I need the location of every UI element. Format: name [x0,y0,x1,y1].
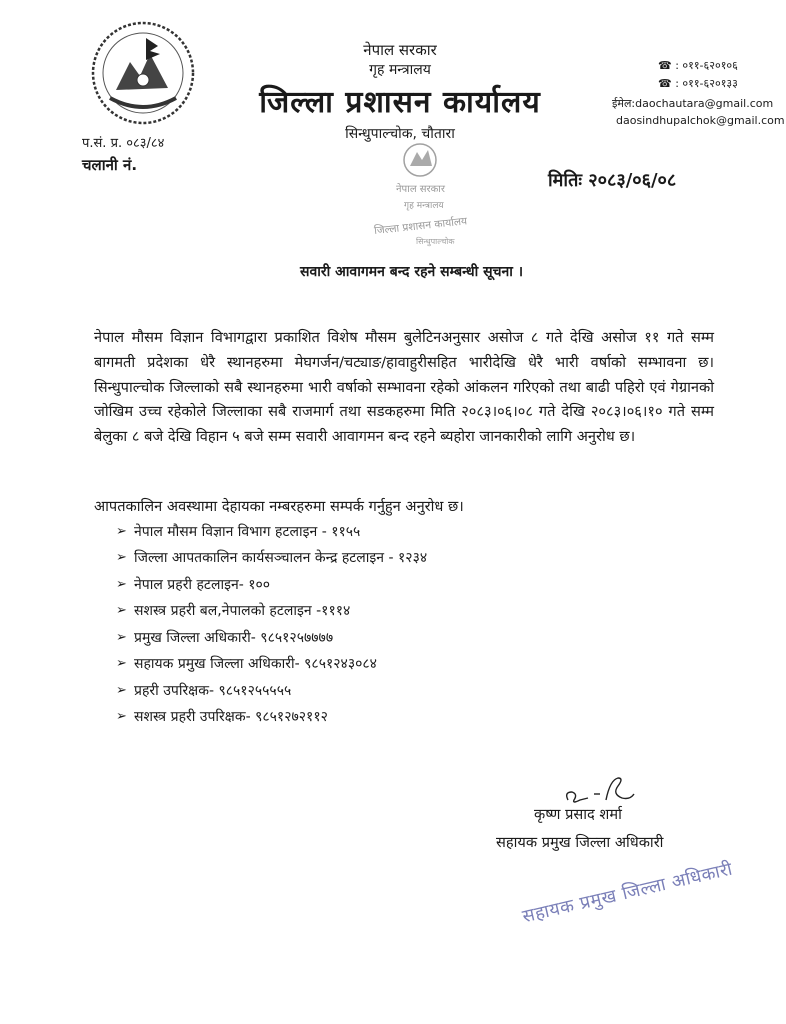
list-item [116,545,427,572]
notice-subject: सवारी आवागमन बन्द रहने सम्बन्धी सूचना । [300,264,524,280]
signer-name: कृष्ण प्रसाद शर्मा [534,806,622,823]
hotline-text: प्रमुख जिल्ला अधिकारी- ९८५१२५७७७७ [134,629,334,646]
seal-line-3: जिल्ला प्रशासन कार्यालय [373,215,468,238]
list-item [116,677,427,704]
list-item [116,704,427,731]
seal-line-1: नेपाल सरकार [396,184,445,195]
office-name: जिल्ला प्रशासन कार्यालय [259,85,541,120]
notice-body [94,326,714,450]
ministry-name: गृह मन्त्रालय [369,62,431,78]
arrow-bullet-icon: ➢ [116,576,127,592]
national-emblem [88,18,198,128]
signer-title: सहायक प्रमुख जिल्ला अधिकारी [496,834,664,851]
arrow-bullet-icon: ➢ [116,550,127,566]
seal-line-2: गृह मन्त्रालय [404,201,444,211]
arrow-bullet-icon: ➢ [116,656,127,672]
arrow-bullet-icon: ➢ [116,682,127,698]
hotline-text: सशस्त्र प्रहरी उपरिक्षक- ९८५१२७२११२ [134,709,328,726]
seal-line-4: सिन्धुपाल्चोक [416,237,455,246]
government-name: नेपाल सरकार [363,41,437,59]
email-address-1: ईमेल:daochautara@gmail.com [612,97,774,110]
arrow-bullet-icon: ➢ [116,603,127,619]
hotline-text: नेपाल मौसम विज्ञान विभाग हटलाइन - ११५५ [134,523,361,540]
fiscal-year-reference: प.सं. प्र. ०८३/८४ [82,136,165,151]
notice-body-text: नेपाल मौसम विज्ञान विभागद्वारा प्रकाशित विशेष मौसम बुलेटिनअनुसार असोज ८ गते देखि असोज ११ गते सम्म बागमती प्रदेशका धेरै स्थानहरुमा मेघगर्जन/चट्याङ/हावाहुरीसहित भारीदेखि धेरै भारी वर्षाको सम्भावना छ। सिन्धुपाल्चोक जिल्लाको सबै स्थानहरुमा भारी वर्षाको सम्भावना रहेको आंकलन गरिएको तथा बाढी पहिरो एवं गेग्रानको जोखिम उच्च रहेकोले जिल्लाका सबै राजमार्ग तथा सडकहरुमा मिति २०८३।०६।०८ गते देखि २०८३।०६।१० गते सम्म बेलुका ८ बजे देखि विहान ५ बजे सम्म सवारी आवागमन बन्द रहने ब्यहोरा जानकारीको लागि अनुरोध छ। [94,329,714,446]
phone-number-1: ☎ : ०११-६२०१०६ [658,59,738,72]
list-item [116,598,427,625]
hotline-text: जिल्ला आपतकालिन कार्यसञ्चालन केन्द्र हटलाइन - १२३४ [134,550,428,567]
email-address-2: daosindhupalchok@gmail.com [616,114,785,127]
hotline-text: नेपाल प्रहरी हटलाइन- १०० [134,576,271,593]
arrow-bullet-icon: ➢ [116,709,127,725]
list-item [116,571,427,598]
dispatch-number-label: चलानी नं. [82,156,138,174]
list-item [116,651,427,678]
office-seal [372,140,502,265]
arrow-bullet-icon: ➢ [116,629,127,645]
phone-number-2: ☎ : ०११-६२०१३३ [658,77,738,90]
office-address: सिन्धुपाल्चोक, चौतारा [345,126,455,142]
hotline-text: प्रहरी उपरिक्षक- ९८५१२५५५५५ [134,682,292,699]
letter-date: मितिः २०८३/०६/०८ [548,170,677,191]
arrow-bullet-icon: ➢ [116,523,127,539]
list-item [116,518,427,545]
hotline-list [116,518,427,730]
hotline-text: सहायक प्रमुख जिल्ला अधिकारी- ९८५१२४३०८४ [134,656,377,673]
emergency-contact-intro: आपतकालिन अवस्थामा देहायका नम्बरहरुमा सम्पर्क गर्नुहुन अनुरोध छ। [94,498,464,515]
hotline-text: सशस्त्र प्रहरी बल,नेपालको हटलाइन -१११४ [134,603,351,620]
list-item [116,624,427,651]
designation-stamp: सहायक प्रमुख जिल्ला अधिकारी [520,858,735,928]
